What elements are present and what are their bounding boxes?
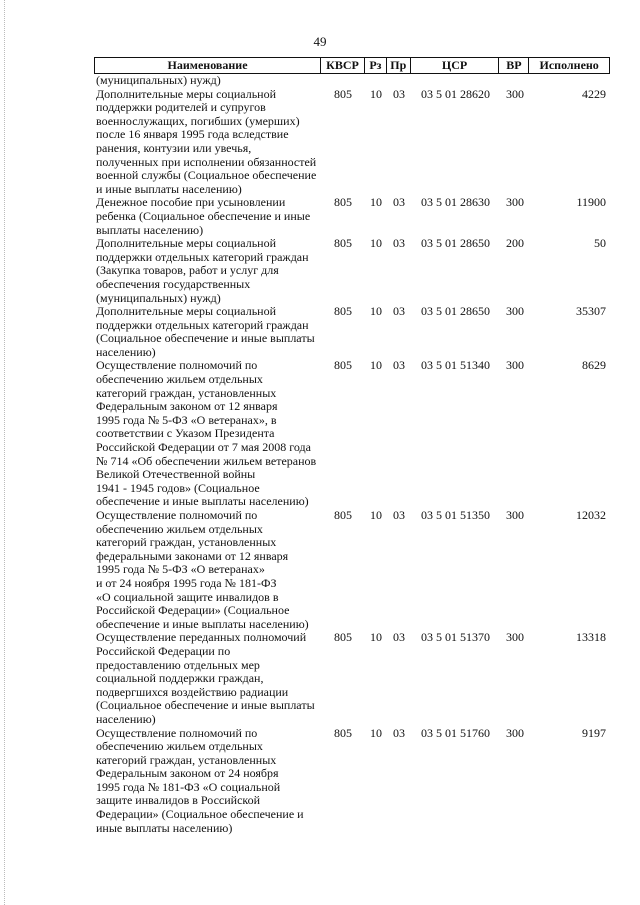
row-kvsr: 805 (334, 725, 352, 740)
row-name: Дополнительные меры социальной поддержки отдельных категорий граждан (Закупка товаров, работ и услуг для обеспечения государственных (муниципальных) нужд) (96, 236, 309, 305)
row-rz: 10 (370, 195, 382, 210)
row-vr: 300 (506, 358, 524, 373)
budget-table (94, 57, 610, 835)
header-executed: Исполнено (539, 58, 599, 72)
row-rz: 10 (370, 358, 382, 373)
row-kvsr: 805 (334, 195, 352, 210)
row-pr (387, 74, 411, 88)
header-name: Наименование (95, 58, 321, 73)
scan-edge (4, 0, 6, 905)
table-row (94, 196, 610, 237)
table-row (94, 727, 610, 836)
row-executed: 35307 (576, 304, 606, 319)
row-rz: 10 (370, 508, 382, 522)
row-pr: 03 (393, 630, 405, 645)
row-kvsr: 805 (334, 630, 352, 645)
row-pr: 03 (393, 725, 405, 740)
row-vr (500, 74, 530, 88)
row-name: Осуществление полномочий по обеспечению жильем отдельных категорий граждан, установленных Федеральным законом от 12 января 1995 года № 5-ФЗ «О ветеранах», в соответствии с Указом Президента Российской Федерации от 7 мая 2008 года № 714 «Об обеспечении жильем ветеранов Великой Отечественной войны 1941 - 1945 годов» (Социальное обеспечение и иные выплаты населению) (96, 358, 317, 509)
row-csr: 03 5 01 28630 (421, 195, 490, 210)
row-executed: 8629 (582, 358, 606, 373)
row-pr: 03 (393, 86, 405, 101)
row-csr: 03 5 01 51340 (421, 358, 490, 373)
row-rz: 10 (370, 236, 382, 251)
table-row (94, 509, 610, 631)
row-kvsr: 805 (334, 508, 352, 522)
row-csr (411, 74, 500, 88)
row-executed: 12032 (576, 508, 606, 522)
row-name: Денежное пособие при усыновлении ребенка (Социальное обеспечение и иные выплаты населению) (96, 195, 311, 237)
row-rz: 10 (370, 725, 382, 740)
page-number: 49 (313, 34, 327, 49)
table-row (94, 305, 610, 359)
row-kvsr: 805 (334, 358, 352, 373)
row-kvsr (321, 74, 365, 88)
row-name: Дополнительные меры социальной поддержки родителей и супругов военнослужащих, погибших (умерших) после 16 января 1995 года вследствие ранения, контузии или увечья, полученных при исполнении обязанностей военной службы (Социальное обеспечение и иные выплаты населению) (96, 86, 317, 196)
row-executed: 50 (594, 236, 606, 251)
row-name: Осуществление полномочий по обеспечению жильем отдельных категорий граждан, установленных Федеральным законом от 24 ноября 1995 года № 181-ФЗ «О социальной защите инвалидов в Российской Федерации» (Социальное обеспечение и иные выплаты населению) (96, 725, 304, 835)
row-rz (365, 74, 387, 88)
row-vr: 200 (506, 236, 524, 251)
table-row (94, 88, 610, 197)
row-csr: 03 5 01 28620 (421, 86, 490, 101)
row-pr: 03 (393, 304, 405, 319)
row-kvsr: 805 (334, 236, 352, 251)
row-csr: 03 5 01 51370 (421, 630, 490, 645)
row-rz: 10 (370, 86, 382, 101)
row-name: Осуществление переданных полномочий Российской Федерации по предоставлению отдельных мер социальной поддержки граждан, подвергшихся воздействию радиации (Социальное обеспечение и иные выплаты населению) (96, 630, 315, 726)
row-pr: 03 (393, 358, 405, 373)
row-executed: 13318 (576, 630, 606, 645)
row-csr: 03 5 01 51350 (421, 508, 490, 522)
row-rz: 10 (370, 630, 382, 645)
row-vr: 300 (506, 304, 524, 319)
row-csr: 03 5 01 51760 (421, 725, 490, 740)
row-vr: 300 (506, 86, 524, 101)
row-executed: 11900 (576, 195, 606, 210)
table-header (94, 57, 610, 74)
row-vr: 300 (506, 630, 524, 645)
row-name: Осуществление полномочий по обеспечению жильем отдельных категорий граждан, установленных федеральными законами от 12 января 1995 года № 5-ФЗ «О ветеранах» и от 24 ноября 1995 года № 181-ФЗ «О социальной защите инвалидов в Российской Федерации» (Социальное обеспечение и иные выплаты населению) (96, 508, 309, 631)
row-pr: 03 (393, 508, 405, 522)
header-kvsr: КВСР (321, 58, 365, 73)
row-name: (муниципальных) нужд) (96, 73, 221, 87)
table-row (94, 359, 610, 509)
row-pr: 03 (393, 236, 405, 251)
row-kvsr: 805 (334, 304, 352, 319)
row-vr: 300 (506, 508, 524, 522)
row-vr: 300 (506, 725, 524, 740)
row-name: Дополнительные меры социальной поддержки отдельных категорий граждан (Социальное обеспечение и иные выплаты населению) (96, 304, 315, 359)
header-pr: Пр (387, 58, 411, 73)
row-executed (530, 74, 610, 88)
row-executed: 9197 (582, 725, 606, 740)
row-rz: 10 (370, 304, 382, 319)
table-row (94, 237, 610, 305)
table-row (94, 74, 610, 88)
row-executed: 4229 (582, 86, 606, 101)
row-pr: 03 (393, 195, 405, 210)
row-csr: 03 5 01 28650 (421, 304, 490, 319)
row-vr: 300 (506, 195, 524, 210)
row-csr: 03 5 01 28650 (421, 236, 490, 251)
header-csr: ЦСР (411, 58, 500, 73)
row-kvsr: 805 (334, 86, 352, 101)
header-rz: Рз (365, 58, 387, 73)
header-vr: ВР (499, 58, 529, 73)
table-row (94, 631, 610, 726)
